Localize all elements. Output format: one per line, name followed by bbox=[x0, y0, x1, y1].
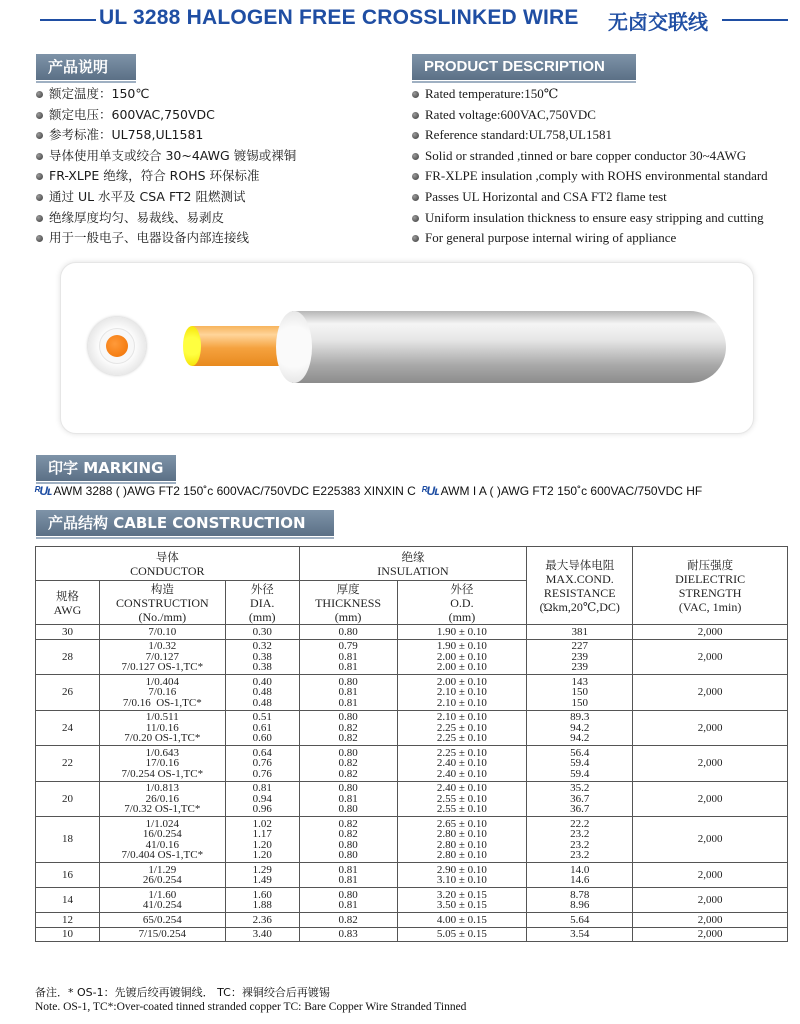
cell-awg: 12 bbox=[36, 913, 100, 928]
cell-resistance: 381 bbox=[527, 625, 633, 640]
table-row bbox=[36, 888, 788, 913]
description-text: FR-XLPE insulation ,comply with ROHS environmental standard bbox=[425, 168, 768, 184]
cell-dia: 0.51 0.61 0.60 bbox=[225, 710, 299, 746]
cell-od: 2.90 ± 0.10 3.10 ± 0.10 bbox=[397, 863, 527, 888]
cell-od: 3.20 ± 0.15 3.50 ± 0.15 bbox=[397, 888, 527, 913]
cell-awg: 20 bbox=[36, 781, 100, 817]
cell-construction: 1/0.404 7/0.16 7/0.16 OS-1,TC* bbox=[99, 675, 225, 711]
cell-construction: 1/0.643 17/0.16 7/0.254 OS-1,TC* bbox=[99, 746, 225, 782]
table-row bbox=[36, 639, 788, 675]
bullet-icon bbox=[36, 173, 43, 180]
cell-od: 2.40 ± 0.10 2.55 ± 0.10 2.55 ± 0.10 bbox=[397, 781, 527, 817]
cell-od: 2.10 ± 0.10 2.25 ± 0.10 2.25 ± 0.10 bbox=[397, 710, 527, 746]
cell-dia: 2.36 bbox=[225, 913, 299, 928]
note-cn: 备注．* OS-1：先镀后绞再镀铜线． TC：裸铜绞合后再镀锡 bbox=[35, 986, 330, 999]
header-construction: 构造 CONSTRUCTION (No./mm) bbox=[99, 581, 225, 625]
cell-dia: 3.40 bbox=[225, 927, 299, 942]
table-row bbox=[36, 817, 788, 863]
cell-dielectric: 2,000 bbox=[633, 625, 788, 640]
cell-dielectric: 2,000 bbox=[633, 863, 788, 888]
header-awg: 规格 AWG bbox=[36, 581, 100, 625]
description-text: For general purpose internal wiring of appliance bbox=[425, 230, 677, 246]
cell-thickness: 0.80 0.82 0.82 bbox=[299, 710, 397, 746]
description-item bbox=[412, 187, 768, 208]
cell-od: 5.05 ± 0.15 bbox=[397, 927, 527, 942]
description-item bbox=[36, 84, 296, 105]
bullet-icon bbox=[412, 173, 419, 180]
cell-resistance: 3.54 bbox=[527, 927, 633, 942]
cell-resistance: 143 150 150 bbox=[527, 675, 633, 711]
bullet-icon bbox=[412, 91, 419, 98]
description-item bbox=[412, 146, 768, 167]
description-text: Uniform insulation thickness to ensure easy stripping and cutting bbox=[425, 209, 764, 225]
description-text: 额定温度：150℃ bbox=[49, 86, 150, 101]
cell-od: 1.90 ± 0.10 2.00 ± 0.10 2.00 ± 0.10 bbox=[397, 639, 527, 675]
marking-text-1: AWM 3288 ( )AWG FT2 150˚c 600VAC/750VDC E225383 XINXIN C bbox=[53, 484, 416, 498]
cell-od: 1.90 ± 0.10 bbox=[397, 625, 527, 640]
table-row bbox=[36, 710, 788, 746]
cell-resistance: 5.64 bbox=[527, 913, 633, 928]
description-item bbox=[36, 187, 296, 208]
cell-od: 2.25 ± 0.10 2.40 ± 0.10 2.40 ± 0.10 bbox=[397, 746, 527, 782]
cell-dielectric: 2,000 bbox=[633, 913, 788, 928]
cell-construction: 7/15/0.254 bbox=[99, 927, 225, 942]
page-title: UL 3288 HALOGEN FREE CROSSLINKED WIRE bbox=[99, 6, 579, 29]
wire-insulation-jacket bbox=[292, 311, 726, 383]
header-od: 外径 O.D. (mm) bbox=[397, 581, 527, 625]
header-conductor: 导体 CONDUCTOR bbox=[36, 547, 300, 581]
cell-resistance: 56.4 59.4 59.4 bbox=[527, 746, 633, 782]
description-item bbox=[412, 228, 768, 249]
description-item bbox=[36, 105, 296, 126]
bullet-icon bbox=[36, 194, 43, 201]
cell-thickness: 0.82 bbox=[299, 913, 397, 928]
title-rule-right bbox=[722, 19, 788, 21]
cell-thickness: 0.83 bbox=[299, 927, 397, 942]
description-item bbox=[36, 146, 296, 167]
description-text: 绝缘厚度均匀、易裁线、易剥皮 bbox=[49, 209, 225, 225]
cell-dielectric: 2,000 bbox=[633, 817, 788, 863]
header-resistance: 最大导体电阻 MAX.COND. RESISTANCE (Ώkm,20℃,DC) bbox=[527, 547, 633, 625]
bullet-icon bbox=[36, 215, 43, 222]
bullet-icon bbox=[36, 235, 43, 242]
description-text: Passes UL Horizontal and CSA FT2 flame test bbox=[425, 188, 667, 204]
bullet-icon bbox=[36, 91, 43, 98]
description-list-cn bbox=[36, 84, 296, 249]
cell-construction: 1/1.60 41/0.254 bbox=[99, 888, 225, 913]
cell-thickness: 0.82 0.82 0.80 0.80 bbox=[299, 817, 397, 863]
wire-conductor-end bbox=[183, 326, 201, 366]
description-text: 用于一般电子、电器设备内部连接线 bbox=[49, 230, 250, 246]
table-row bbox=[36, 863, 788, 888]
cable-construction-table bbox=[35, 546, 788, 942]
page-title-cn: 无卤交联线 bbox=[608, 10, 708, 34]
cell-awg: 30 bbox=[36, 625, 100, 640]
cell-construction: 1/1.024 16/0.254 41/0.16 7/0.404 OS-1,TC* bbox=[99, 817, 225, 863]
cell-awg: 24 bbox=[36, 710, 100, 746]
cell-od: 2.00 ± 0.10 2.10 ± 0.10 2.10 ± 0.10 bbox=[397, 675, 527, 711]
ul-logo-icon: ᴿUʟ bbox=[34, 484, 52, 498]
cell-resistance: 8.78 8.96 bbox=[527, 888, 633, 913]
table-row bbox=[36, 927, 788, 942]
marking-text-2: AWM I A ( )AWG FT2 150˚c 600VAC/750VDC HF bbox=[440, 484, 703, 498]
cell-dielectric: 2,000 bbox=[633, 675, 788, 711]
cell-awg: 10 bbox=[36, 927, 100, 942]
table-notes bbox=[35, 986, 466, 1014]
wire-cross-section-core bbox=[106, 335, 128, 357]
bullet-icon bbox=[412, 194, 419, 201]
description-item bbox=[412, 105, 768, 126]
bullet-icon bbox=[412, 215, 419, 222]
cell-dia: 0.30 bbox=[225, 625, 299, 640]
cell-resistance: 35.2 36.7 36.7 bbox=[527, 781, 633, 817]
cell-dielectric: 2,000 bbox=[633, 888, 788, 913]
cell-construction: 1/0.32 7/0.127 7/0.127 OS-1,TC* bbox=[99, 639, 225, 675]
cell-dielectric: 2,000 bbox=[633, 639, 788, 675]
table-row bbox=[36, 675, 788, 711]
note-en: Note. OS-1, TC*:Over-coated tinned stranded copper TC: Bare Copper Wire Stranded Tinned bbox=[35, 1001, 467, 1013]
cell-resistance: 227 239 239 bbox=[527, 639, 633, 675]
description-item bbox=[412, 84, 768, 105]
section-tab-product-cn: 产品说明 bbox=[36, 54, 136, 80]
wire-jacket-end bbox=[276, 311, 312, 383]
description-item bbox=[36, 208, 296, 229]
cell-resistance: 89.3 94.2 94.2 bbox=[527, 710, 633, 746]
cell-construction: 1/0.511 11/0.16 7/0.20 OS-1,TC* bbox=[99, 710, 225, 746]
cell-awg: 18 bbox=[36, 817, 100, 863]
description-text: 额定电压：600VAC,750VDC bbox=[49, 106, 215, 122]
description-item bbox=[36, 166, 296, 187]
cell-construction: 1/0.813 26/0.16 7/0.32 OS-1,TC* bbox=[99, 781, 225, 817]
table-row bbox=[36, 625, 788, 640]
cell-awg: 16 bbox=[36, 863, 100, 888]
description-item bbox=[36, 125, 296, 146]
cell-awg: 28 bbox=[36, 639, 100, 675]
cell-thickness: 0.79 0.81 0.81 bbox=[299, 639, 397, 675]
bullet-icon bbox=[412, 132, 419, 139]
cell-construction: 1/1.29 26/0.254 bbox=[99, 863, 225, 888]
cell-dielectric: 2,000 bbox=[633, 927, 788, 942]
description-text: Reference standard:UL758,UL1581 bbox=[425, 127, 612, 143]
bullet-icon bbox=[36, 132, 43, 139]
description-item bbox=[36, 228, 296, 249]
cell-awg: 22 bbox=[36, 746, 100, 782]
cell-dia: 0.64 0.76 0.76 bbox=[225, 746, 299, 782]
cell-dia: 0.81 0.94 0.96 bbox=[225, 781, 299, 817]
table-row bbox=[36, 913, 788, 928]
bullet-icon bbox=[36, 112, 43, 119]
header-insulation: 绝缘 INSULATION bbox=[299, 547, 527, 581]
header-dia: 外径 DIA. (mm) bbox=[225, 581, 299, 625]
cell-dia: 1.02 1.17 1.20 1.20 bbox=[225, 817, 299, 863]
cell-thickness: 0.81 0.81 bbox=[299, 863, 397, 888]
section-tab-marking: 印字 MARKING bbox=[36, 455, 176, 481]
cell-od: 4.00 ± 0.15 bbox=[397, 913, 527, 928]
description-text: Solid or stranded ,tinned or bare copper conductor 30~4AWG bbox=[425, 147, 747, 163]
description-text: 导体使用单支或绞合 30~4AWG 镀锡或裸铜 bbox=[49, 147, 297, 163]
bullet-icon bbox=[412, 235, 419, 242]
description-item bbox=[412, 166, 768, 187]
header-thickness: 厚度 THICKNESS (mm) bbox=[299, 581, 397, 625]
description-item bbox=[412, 125, 768, 146]
description-text: Rated voltage:600VAC,750VDC bbox=[425, 106, 596, 122]
cell-dia: 0.40 0.48 0.48 bbox=[225, 675, 299, 711]
cell-thickness: 0.80 bbox=[299, 625, 397, 640]
cell-thickness: 0.80 0.81 bbox=[299, 888, 397, 913]
cell-dielectric: 2,000 bbox=[633, 710, 788, 746]
description-text: Rated temperature:150℃ bbox=[425, 86, 559, 101]
cell-thickness: 0.80 0.81 0.80 bbox=[299, 781, 397, 817]
description-item bbox=[412, 208, 768, 229]
bullet-icon bbox=[36, 153, 43, 160]
section-tab-product-en: PRODUCT DESCRIPTION bbox=[412, 54, 636, 80]
cell-dia: 1.60 1.88 bbox=[225, 888, 299, 913]
description-list-en bbox=[412, 84, 768, 249]
cell-construction: 65/0.254 bbox=[99, 913, 225, 928]
section-tab-construction: 产品结构 CABLE CONSTRUCTION bbox=[36, 510, 334, 536]
cell-resistance: 14.0 14.6 bbox=[527, 863, 633, 888]
cell-awg: 14 bbox=[36, 888, 100, 913]
description-text: FR-XLPE 绝缘，符合 ROHS 环保标准 bbox=[49, 168, 260, 184]
title-rule-left bbox=[40, 19, 96, 21]
cell-thickness: 0.80 0.82 0.82 bbox=[299, 746, 397, 782]
cell-dielectric: 2,000 bbox=[633, 746, 788, 782]
cell-thickness: 0.80 0.81 0.81 bbox=[299, 675, 397, 711]
header-dielectric: 耐压强度 DIELECTRIC STRENGTH (VAC, 1min) bbox=[633, 547, 788, 625]
cell-construction: 7/0.10 bbox=[99, 625, 225, 640]
cell-dia: 0.32 0.38 0.38 bbox=[225, 639, 299, 675]
description-text: 参考标准：UL758,UL1581 bbox=[49, 127, 204, 143]
cell-dielectric: 2,000 bbox=[633, 781, 788, 817]
page-header bbox=[0, 6, 800, 34]
table-row bbox=[36, 781, 788, 817]
ul-logo-icon: ᴿUʟ bbox=[421, 484, 439, 498]
table-row bbox=[36, 746, 788, 782]
cell-dia: 1.29 1.49 bbox=[225, 863, 299, 888]
cell-resistance: 22.2 23.2 23.2 23.2 bbox=[527, 817, 633, 863]
marking-text bbox=[34, 484, 702, 498]
cell-awg: 26 bbox=[36, 675, 100, 711]
cell-od: 2.65 ± 0.10 2.80 ± 0.10 2.80 ± 0.10 2.80 ± 0.10 bbox=[397, 817, 527, 863]
bullet-icon bbox=[412, 153, 419, 160]
description-text: 通过 UL 水平及 CSA FT2 阻燃测试 bbox=[49, 188, 246, 204]
bullet-icon bbox=[412, 112, 419, 119]
